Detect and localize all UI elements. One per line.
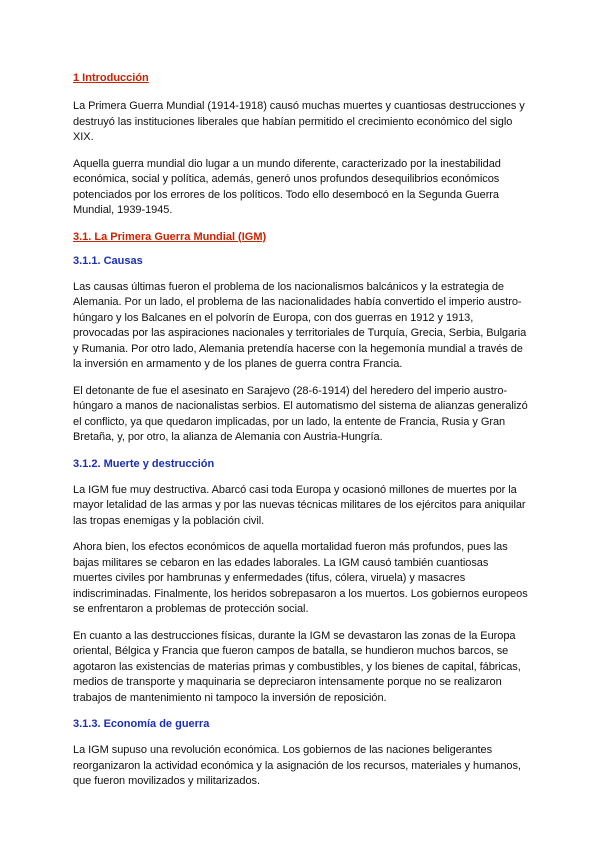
subsection-title-economia: 3.1.3. Economía de guerra [73, 718, 210, 730]
muerte-paragraph-2: Ahora bien, los efectos económicos de aquella mortalidad fueron más profundos, pues las bajas militares se cebaron en las edades laborales. La IGM causó también cuantiosas muertes civiles por hambrunas y enfermedades (tifus, cólera, viruela) y masacres indiscriminadas. Finalmente, los heridos sobrepasaron a los muertos. Los gobiernos europeos se enfrentaron a problemas de protección social. [73, 541, 528, 615]
muerte-paragraph-3: En cuanto a las destrucciones físicas, durante la IGM se devastaron las zonas de la Europa oriental, Bélgica y Francia que fueron campos de batalla, se hundieron muchos barcos, se agotaron las existencias de materias primas y combustibles, y los bienes de capital, fábricas, medios de transporte y maquinaria se depreciaron intensamente porque no se realizaron trabajos de mantenimiento ni tampoco la inversión de reposición. [73, 629, 521, 704]
heading-introduccion: 1 Introducción [73, 72, 149, 84]
intro-paragraph-2: Aquella guerra mundial dio lugar a un mundo diferente, caracterizado por la inestabilidad económica, social y política, además, generó unos profundos desequilibrios económicos potenciados por los errores de los políticos. Todo ello desembocó en la Segunda Guerra Mundial, 1939-1945. [73, 157, 501, 216]
causas-paragraph-2: El detonante de fue el asesinato en Sarajevo (28-6-1914) del heredero del imperio austro-húngaro a manos de nacionalistas serbios. El automatismo del sistema de alianzas generalizó el conflicto, ya que quedaron implicadas, por un lado, la entente de Francia, Rusia y Gran Bretaña, y, por otro, la alianza de Alemania con Austria-Hungría. [73, 384, 528, 443]
economia-paragraph-1: La IGM supuso una revolución económica. Los gobiernos de las naciones beligerantes reorganizaron la actividad económica y la asignación de los recursos, materiales y humanos, que fueron movilizados y militarizados. [73, 744, 521, 787]
intro-paragraph-1: La Primera Guerra Mundial (1914-1918) causó muchas muertes y cuantiosas destrucciones y destruyó las instituciones liberales que habían permitido el crecimiento económico del siglo XIX. [73, 100, 525, 143]
muerte-paragraph-1: La IGM fue muy destructiva. Abarcó casi toda Europa y ocasionó millones de muertes por la mayor letalidad de las armas y por las nuevas técnicas militares de los ejércitos para aniquilar las tropas enemigas y la población civil. [73, 483, 526, 527]
causas-paragraph-1: Las causas últimas fueron el problema de los nacionalismos balcánicos y la estrategia de Alemania. Por un lado, el problema de las nacionalidades había convertido el imperio austro-húngaro y los Balcanes en el polvorín de Europa, con dos guerras en 1912 y 1913, provocadas por las aspiraciones nacionales y territoriales de Turquía, Grecia, Serbia, Bulgaria y Rumania. Por otro lado, Alemania pretendía hacerse con la hegemonía mundial a través de la inversión en armamento y de los planes de guerra contra Francia. [73, 280, 527, 370]
section-title-igm: 3.1. La Primera Guerra Mundial (IGM) [73, 230, 267, 243]
subsection-title-muerte: 3.1.2. Muerte y destrucción [73, 457, 215, 470]
subsection-title-causas: 3.1.1. Causas [73, 254, 143, 267]
